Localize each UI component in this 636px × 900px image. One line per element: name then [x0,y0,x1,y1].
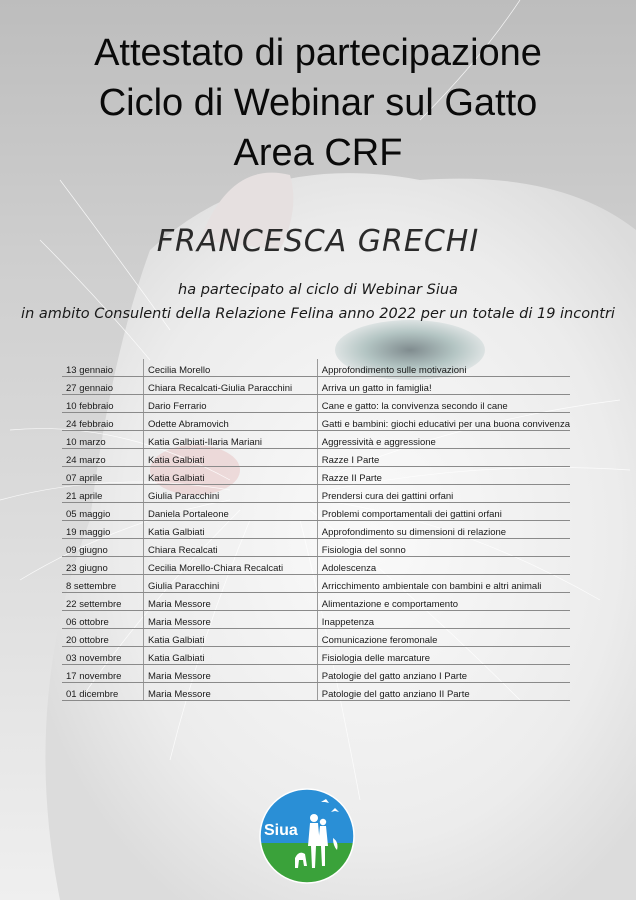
session-date: 21 aprile [62,485,143,503]
session-topic: Prendersi cura dei gattini orfani [317,485,570,503]
session-topic: Alimentazione e comportamento [317,593,570,611]
session-topic: Patologie del gatto anziano I Parte [317,665,570,683]
session-speaker: Katia Galbiati [143,629,317,647]
table-row [62,395,570,413]
session-date: 24 febbraio [62,413,143,431]
session-topic: Approfondimento sulle motivazioni [317,359,570,377]
session-topic: Cane e gatto: la convivenza secondo il cane [317,395,570,413]
session-speaker: Odette Abramovich [143,413,317,431]
certificate-title [0,28,636,178]
session-date: 19 maggio [62,521,143,539]
session-date: 17 novembre [62,665,143,683]
session-speaker: Maria Messore [143,683,317,701]
session-speaker: Maria Messore [143,593,317,611]
session-speaker: Katia Galbiati [143,521,317,539]
session-date: 8 settembre [62,575,143,593]
title-line: Attestato di partecipazione [94,32,542,74]
session-topic: Fisiologia del sonno [317,539,570,557]
participation-statement: ha partecipato al ciclo di Webinar Siua [178,282,458,298]
session-date: 23 giugno [62,557,143,575]
session-speaker: Katia Galbiati [143,467,317,485]
session-date: 22 settembre [62,593,143,611]
session-date: 07 aprile [62,467,143,485]
session-topic: Fisiologia delle marcature [317,647,570,665]
table-row [62,521,570,539]
session-speaker: Daniela Portaleone [143,503,317,521]
webinar-schedule-table [62,359,570,701]
session-date: 20 ottobre [62,629,143,647]
table-row [62,557,570,575]
session-speaker: Maria Messore [143,611,317,629]
siua-logo-icon [259,788,355,884]
session-topic: Aggressività e aggressione [317,431,570,449]
session-speaker: Chiara Recalcati [143,539,317,557]
logo-text: Siua [264,822,298,839]
session-topic: Gatti e bambini: giochi educativi per una buona convivenza [317,413,570,431]
session-speaker: Maria Messore [143,665,317,683]
table-row [62,449,570,467]
participation-details: in ambito Consulenti della Relazione Felina anno 2022 per un totale di 19 incontri [21,306,615,322]
session-speaker: Dario Ferrario [143,395,317,413]
session-date: 10 marzo [62,431,143,449]
table-row [62,611,570,629]
table-row [62,575,570,593]
session-topic: Patologie del gatto anziano II Parte [317,683,570,701]
session-speaker: Cecilia Morello [143,359,317,377]
table-row [62,377,570,395]
session-topic: Razze II Parte [317,467,570,485]
session-date: 10 febbraio [62,395,143,413]
table-row [62,683,570,701]
table-row [62,431,570,449]
session-date: 03 novembre [62,647,143,665]
table-row [62,485,570,503]
session-date: 24 marzo [62,449,143,467]
title-line: Area CRF [233,132,403,174]
session-speaker: Katia Galbiati [143,647,317,665]
table-row [62,629,570,647]
session-speaker: Katia Galbiati [143,449,317,467]
session-topic: Razze I Parte [317,449,570,467]
table-row [62,359,570,377]
table-row [62,593,570,611]
session-topic: Inappetenza [317,611,570,629]
table-row [62,665,570,683]
session-speaker: Chiara Recalcati-Giulia Paracchini [143,377,317,395]
participant-name: FRANCESCA GRECHI [156,224,480,259]
table-row [62,647,570,665]
session-speaker: Cecilia Morello-Chiara Recalcati [143,557,317,575]
title-line: Ciclo di Webinar sul Gatto [98,82,538,124]
session-date: 06 ottobre [62,611,143,629]
session-topic: Problemi comportamentali dei gattini orfani [317,503,570,521]
session-topic: Adolescenza [317,557,570,575]
table-row [62,503,570,521]
session-speaker: Giulia Paracchini [143,575,317,593]
session-topic: Arriva un gatto in famiglia! [317,377,570,395]
session-topic: Comunicazione feromonale [317,629,570,647]
session-speaker: Katia Galbiati-Ilaria Mariani [143,431,317,449]
session-topic: Approfondimento su dimensioni di relazione [317,521,570,539]
session-topic: Arricchimento ambientale con bambini e altri animali [317,575,570,593]
table-row [62,467,570,485]
session-date: 09 giugno [62,539,143,557]
session-date: 05 maggio [62,503,143,521]
session-date: 01 dicembre [62,683,143,701]
session-date: 27 gennaio [62,377,143,395]
table-row [62,539,570,557]
session-date: 13 gennaio [62,359,143,377]
session-speaker: Giulia Paracchini [143,485,317,503]
table-row [62,413,570,431]
